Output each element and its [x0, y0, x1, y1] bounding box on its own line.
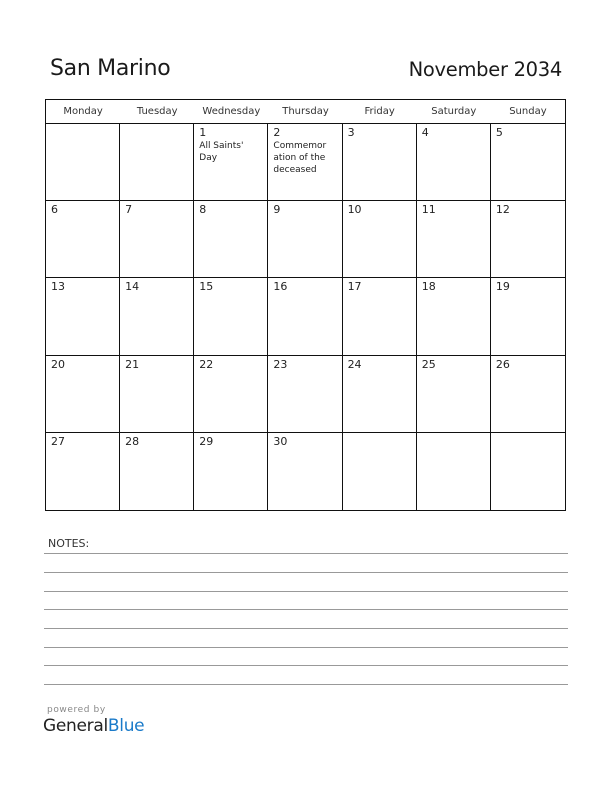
- day-cell: [194, 278, 268, 355]
- notes-line: [44, 628, 568, 629]
- day-number: 16: [273, 280, 288, 294]
- day-number: 28: [125, 434, 140, 448]
- notes-line: [44, 665, 568, 666]
- day-cell: [268, 356, 342, 433]
- day-cell: [194, 124, 268, 201]
- day-number: 24: [347, 357, 362, 371]
- holiday-label: Commemor ation of the deceased: [273, 141, 327, 175]
- day-cell: [417, 278, 491, 355]
- day-number: 20: [51, 357, 65, 371]
- day-number: 23: [273, 357, 288, 371]
- day-number: 21: [125, 357, 140, 371]
- notes-line: [44, 684, 568, 685]
- day-number: 10: [347, 203, 362, 217]
- day-cell: [343, 433, 417, 510]
- notes-line: [44, 572, 568, 573]
- notes-line: [44, 591, 568, 592]
- weekday-sunday: Sunday: [509, 106, 547, 117]
- day-number: 3: [347, 126, 355, 139]
- day-number: 2: [273, 126, 281, 139]
- day-number: 7: [125, 203, 133, 217]
- day-number: 5: [495, 126, 503, 139]
- day-number: 12: [495, 203, 510, 217]
- day-number: 14: [125, 280, 140, 294]
- weekday-wednesday: Wednesday: [202, 106, 261, 117]
- day-cell: [120, 201, 194, 278]
- day-cell: [120, 124, 194, 201]
- day-cell: [417, 356, 491, 433]
- day-cell: [194, 433, 268, 510]
- day-number: 18: [421, 280, 436, 294]
- day-number: 9: [273, 203, 281, 217]
- day-number: 8: [199, 203, 207, 217]
- day-cell: [491, 356, 565, 433]
- day-cell: [343, 201, 417, 278]
- weekday-saturday: Saturday: [431, 106, 477, 117]
- day-number: 25: [421, 357, 436, 371]
- weekday-monday: Monday: [63, 106, 103, 117]
- day-number: 22: [199, 357, 214, 371]
- weekday-friday: Friday: [364, 106, 395, 117]
- day-cell: [491, 433, 565, 510]
- day-number: 15: [199, 280, 214, 294]
- day-cell: [120, 278, 194, 355]
- notes-line: [44, 609, 568, 610]
- day-cell: [46, 356, 120, 433]
- day-number: 1: [199, 126, 207, 139]
- day-cell: [46, 433, 120, 510]
- day-cell: [268, 201, 342, 278]
- day-cell: [417, 433, 491, 510]
- day-cell: [120, 433, 194, 510]
- holiday-label: All Saints' Day: [199, 141, 244, 163]
- notes-line: [44, 647, 568, 648]
- day-cell: [343, 124, 417, 201]
- day-number: 4: [421, 126, 429, 139]
- weekday-thursday: Thursday: [282, 106, 329, 117]
- country-title: San Marino: [50, 56, 171, 81]
- day-number: 19: [495, 280, 510, 294]
- notes-line: [44, 553, 568, 554]
- day-cells: [46, 124, 565, 510]
- day-cell: [46, 201, 120, 278]
- day-number: 17: [347, 280, 362, 294]
- day-number: 6: [51, 203, 58, 217]
- notes-label: NOTES:: [48, 537, 90, 550]
- day-cell: [120, 356, 194, 433]
- generalblue-logo: [43, 716, 144, 736]
- day-cell: [491, 124, 565, 201]
- day-number: 13: [51, 280, 65, 294]
- weekday-header: [46, 100, 565, 124]
- day-cell: [343, 278, 417, 355]
- day-cell: [491, 278, 565, 355]
- day-cell: [268, 278, 342, 355]
- day-number: 26: [495, 357, 510, 371]
- day-cell: [343, 356, 417, 433]
- brand-blue: Blue: [107, 716, 145, 736]
- day-number: 11: [421, 203, 436, 217]
- day-number: 30: [273, 434, 288, 448]
- day-cell: [491, 201, 565, 278]
- day-cell: [268, 124, 342, 201]
- day-cell: [46, 278, 120, 355]
- day-cell: [417, 201, 491, 278]
- weekday-tuesday: Tuesday: [136, 106, 178, 117]
- day-number: 29: [199, 434, 214, 448]
- month-year-title: November 2034: [408, 58, 562, 81]
- day-number: 27: [51, 434, 65, 448]
- day-cell: [268, 433, 342, 510]
- day-cell: [46, 124, 120, 201]
- day-cell: [194, 201, 268, 278]
- powered-by-text: powered by: [47, 705, 106, 715]
- brand-general: General: [43, 716, 108, 736]
- day-cell: [194, 356, 268, 433]
- day-cell: [417, 124, 491, 201]
- calendar-grid: [45, 99, 566, 511]
